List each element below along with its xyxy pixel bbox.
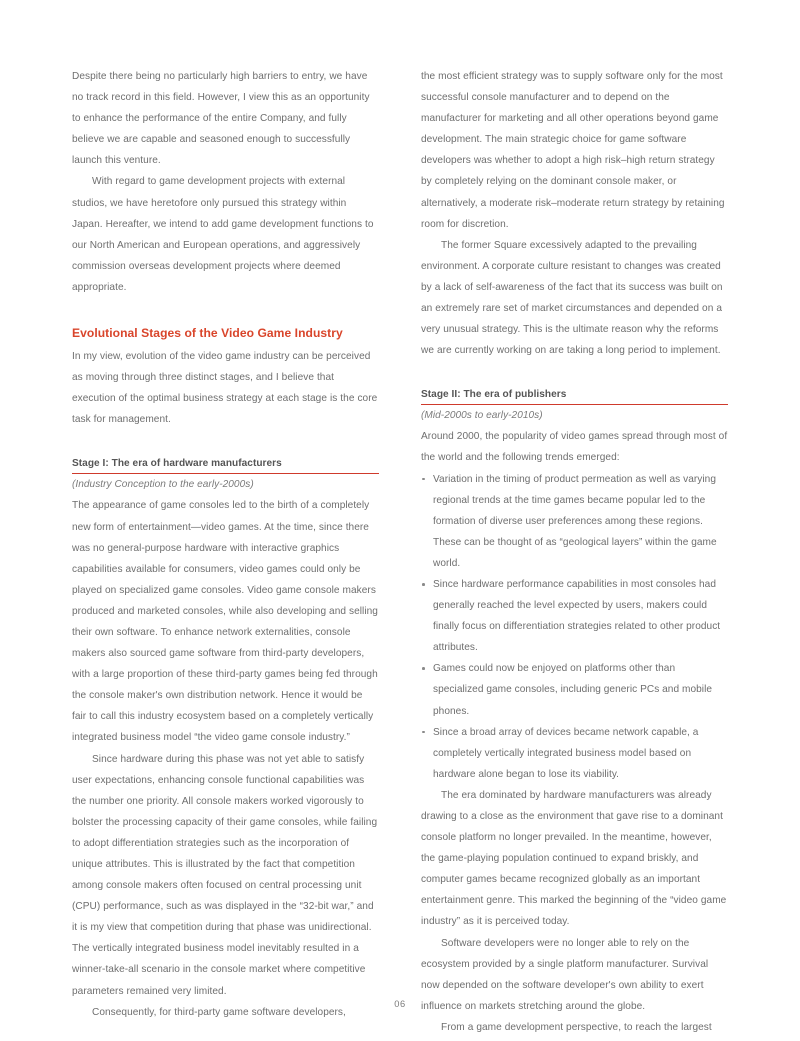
list-item (421, 658, 728, 721)
paragraph: With regard to game development projects with external studios, we have heretofore only pursued this strategy within Japan. Hereafter, we intend to add game development functions to our North American and European operations, and aggressively commission overseas development projects where deemed appropriate. (72, 176, 374, 293)
stage-two-intro-paragraph: Around 2000, the popularity of video games spread through most of the world and the following trends emerged: (421, 431, 728, 464)
list-item (421, 574, 728, 658)
paragraph: The former Square excessively adapted to the prevailing environment. A corporate culture resistant to changes was created by a lack of self-awareness of the fact that its success was built on an extremely rare set of market circumstances and depended on a very unusual strategy. This is the ultimate reason why the reforms we are currently working on are taking a long period to implement. (421, 239, 723, 357)
paragraph: the most efficient strategy was to supply software only for the most successful console manufacturer and to depend on the manufacturer for marketing and all other operations beyond game development. The main strategic choice for game software developers was whether to adopt a high risk–high return strategy by completely relying on the dominant console maker, or alternatively, a moderate risk–moderate return strategy by retaining room for discretion. (421, 71, 725, 230)
paragraph: From a game development perspective, to reach the largest (441, 1021, 712, 1033)
bullet-dot-icon (422, 731, 425, 734)
two-column-layout (72, 66, 728, 1038)
paragraph: Since hardware during this phase was not yet able to satisfy user expectations, enhancing console functional capabilities was the number one priority. All console makers worked vigorously to bolster the processing capacity of their game consoles, while failing to adopt differentiation strategies such as the incorporation of unique attributes. This is illustrated by the fact that competition among console makers often focused on central processing unit (CPU) performance, such as was displayed in the “32-bit war,” and it is my view that competition during that phase was unidirectional. The vertically integrated business model inevitably resulted in a winner-take-all scenario in the console market where competitive parameters remained very limited. (72, 753, 378, 997)
paragraph: The appearance of game consoles led to the birth of a completely new form of entertainment—video games. At the time, since there was no general-purpose hardware with interactive graphics capabilities available for consumers, video games could only be played on specialized game consoles. Video game console makers produced and marketed consoles, while also developing and selling their own software. To enhance network externalities, console makers also sourced game software from third-party developers, with a large proportion of these third-party games being fed through the console maker's own distribution network. Hence it would be fair to call this industry ecosystem based on a completely vertically integrated business model “the video game console industry.” (72, 500, 378, 744)
stage-one-title: Stage I: The era of hardware manufacturers (72, 458, 282, 470)
list-item-text: Games could now be enjoyed on platforms other than specialized game consoles, including generic PCs and mobile phones. (433, 663, 713, 717)
left-column (72, 66, 379, 1038)
list-item-text: Since hardware performance capabilities in most consoles had generally reached the level expected by users, makers could finally focus on differentiation strategies related to other product attributes. (433, 578, 721, 654)
page-number: 06 (394, 999, 406, 1009)
list-item-text: Variation in the timing of product permeation as well as varying regional trends at the time games became popular led to the formation of diverse user preferences among these regions. These can be thought of as “geological layers” within the game world. (433, 473, 717, 569)
list-item-text: Since a broad array of devices became network capable, a completely vertically integrated business model based on hardware alone began to lose its viability. (433, 726, 699, 780)
stage-two-title: Stage II: The era of publishers (421, 389, 567, 401)
bullet-dot-icon (422, 478, 425, 481)
bullet-dot-icon (422, 583, 425, 586)
paragraph: Software developers were no longer able to rely on the ecosystem provided by a single platform manufacturer. Survival now depended on the software developer's own ability to exert influence on markets stretching around the globe. (421, 937, 709, 1012)
paragraph: Despite there being no particularly high barriers to entry, we have no track record in this field. However, I view this as an opportunity to enhance the performance of the entire Company, and fully believe we are capable and seasoned enough to successfully launch this venture. (72, 71, 370, 167)
stage-two-heading-block (421, 387, 728, 405)
stage-one-heading-block (72, 456, 379, 474)
stage-two-subtitle: (Mid-2000s to early-2010s) (421, 410, 543, 422)
bullet-dot-icon (422, 667, 425, 670)
trends-bullet-list (421, 469, 728, 785)
paragraph: The era dominated by hardware manufacturers was already drawing to a close as the environment that gave rise to a dominant console platform no longer prevailed. In the meantime, however, the game-playing population continued to expand briskly, and computer games became recognized globally as an important entertainment genre. This marked the beginning of the “video game industry” as it is perceived today. (421, 789, 727, 928)
paragraph: Consequently, for third-party game software developers, (92, 1006, 346, 1018)
section-heading: Evolutional Stages of the Video Game Industry (72, 326, 343, 341)
section-heading-block (72, 324, 379, 342)
list-item (421, 469, 728, 574)
right-column (421, 66, 728, 1038)
stage-one-subtitle: (Industry Conception to the early-2000s) (72, 479, 254, 491)
section-intro-paragraph: In my view, evolution of the video game industry can be perceived as moving through three distinct stages, and I believe that execution of the optimal business strategy at each stage is the core task for management. (72, 351, 378, 426)
list-item (421, 722, 728, 785)
